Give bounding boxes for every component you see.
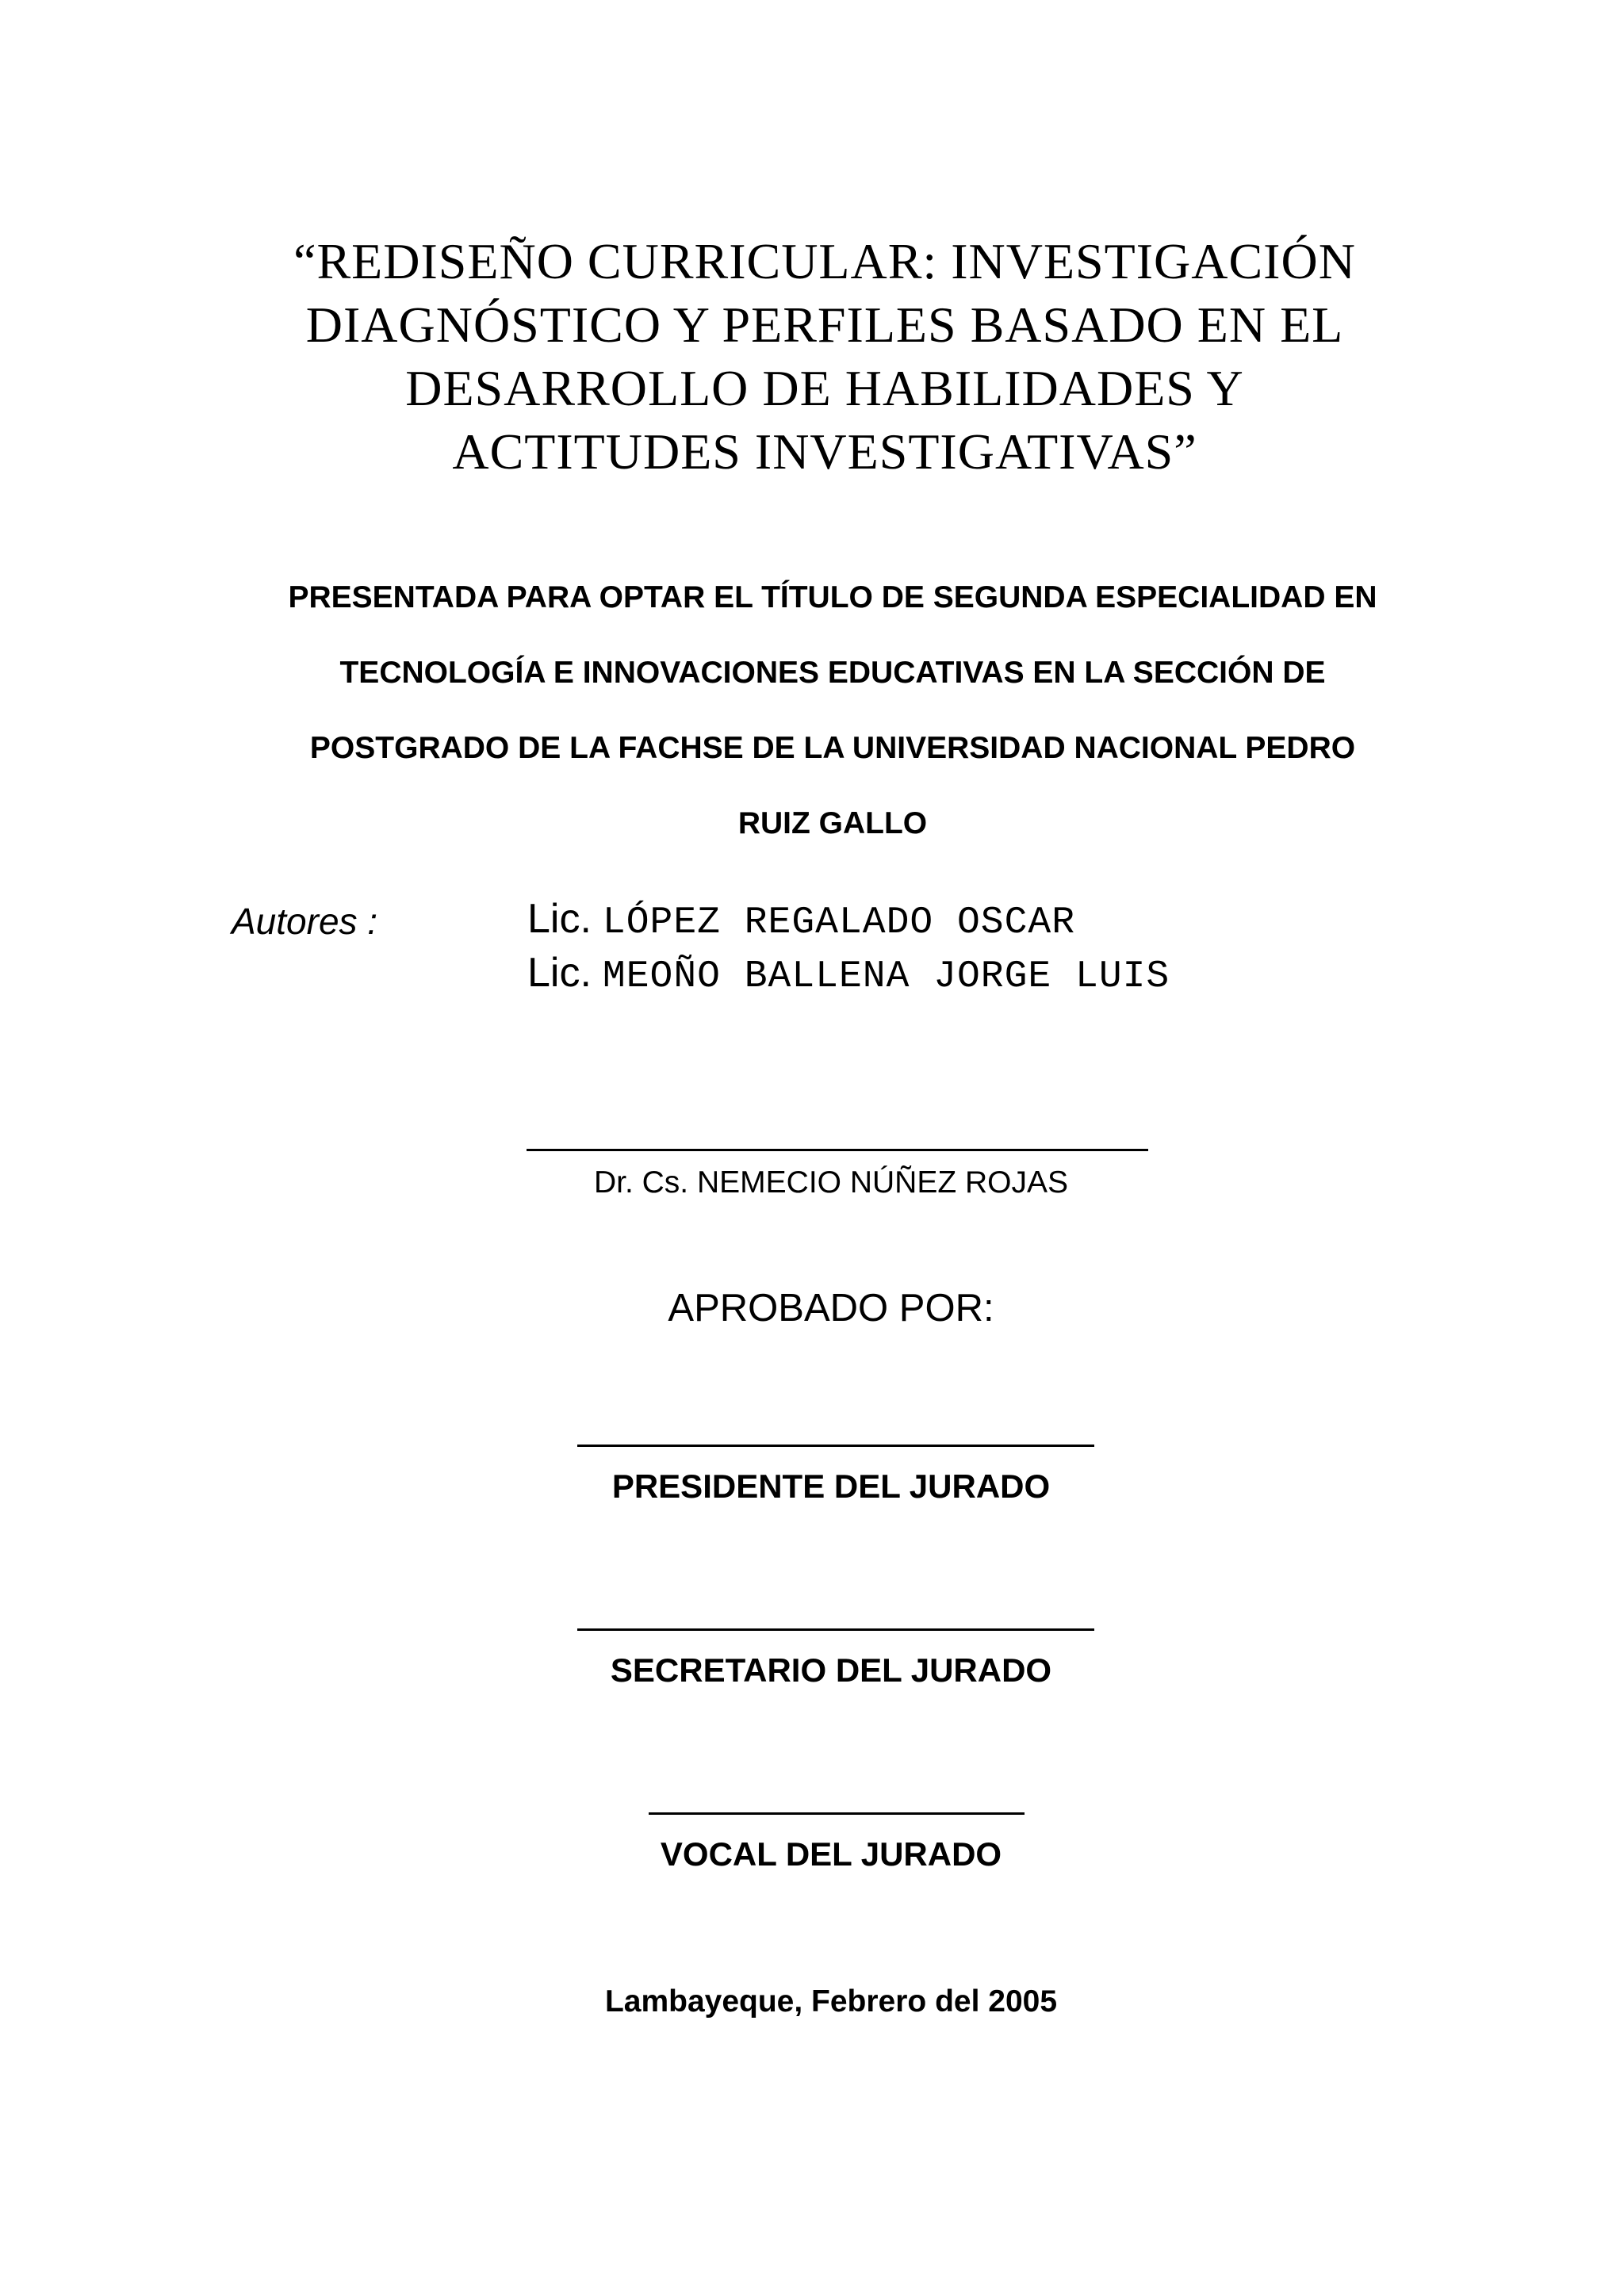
degree-statement-line: POSTGRADO DE LA FACHSE DE LA UNIVERSIDAD NACIONAL PEDRO [309, 731, 1356, 765]
advisor-signature-line [527, 1149, 1148, 1151]
authors-label: Autores : [232, 901, 378, 942]
jury-president-label: PRESIDENTE DEL JURADO [611, 1468, 1051, 1505]
vocal-signature-line [649, 1812, 1025, 1815]
advisor-name: Dr. Cs. NEMECIO NÚÑEZ ROJAS [593, 1165, 1069, 1200]
president-signature-line [577, 1445, 1094, 1447]
degree-statement-line: PRESENTADA PARA OPTAR EL TÍTULO DE SEGUNDA ESPECIALIDAD EN [288, 580, 1377, 614]
degree-statement-line: TECNOLOGÍA E INNOVACIONES EDUCATIVAS EN LA SECCIÓN DE [339, 656, 1326, 690]
author-entry [527, 892, 1170, 946]
degree-statement [143, 560, 1522, 861]
secretary-signature-line [577, 1628, 1094, 1631]
place-and-date: Lambayeque, Febrero del 2005 [604, 1984, 1058, 2019]
author-name: MEOÑO BALLENA JORGE LUIS [602, 955, 1170, 998]
thesis-title-line: DIAGNÓSTICO Y PERFILES BASADO EN EL [305, 297, 1344, 353]
thesis-title [230, 230, 1419, 484]
thesis-title-line: DESARROLLO DE HABILIDADES Y [405, 360, 1244, 416]
author-title: Lic. [527, 950, 592, 996]
author-title: Lic. [527, 896, 592, 942]
jury-secretary-label: SECRETARIO DEL JURADO [610, 1651, 1052, 1689]
author-entry [527, 946, 1170, 1000]
authors-list [527, 892, 1170, 1000]
author-name: LÓPEZ REGALADO OSCAR [602, 901, 1076, 944]
thesis-title-line: “REDISEÑO CURRICULAR: INVESTIGACIÓN [293, 233, 1356, 289]
degree-statement-line: RUIZ GALLO [737, 806, 928, 840]
jury-vocal-label: VOCAL DEL JURADO [660, 1835, 1002, 1873]
thesis-title-line: ACTITUDES INVESTIGATIVAS” [452, 423, 1197, 480]
approved-by-heading: APROBADO POR: [668, 1287, 994, 1330]
